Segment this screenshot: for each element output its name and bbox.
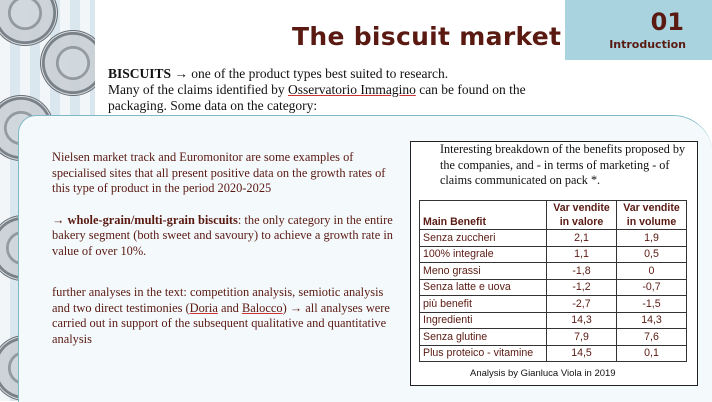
page-title: The biscuit market	[292, 22, 562, 51]
brand-doria: Doria	[189, 300, 218, 315]
analyses-text-end: ) → all analyses were carried out in support of the subsequent qualitative and quantitative analysis	[52, 300, 390, 346]
var-volume-cell: 0,1	[617, 345, 687, 362]
var-valore-cell: 2,1	[547, 230, 617, 247]
benefit-name-cell: Meno grassi	[420, 263, 547, 280]
table-intro: Interesting breakdown of the benefits proposed by the companies, and - in terms of marketing - of claims communicated on pack *.	[440, 142, 686, 187]
var-volume-cell: 1,9	[617, 230, 687, 247]
benefits-table	[419, 200, 687, 362]
analyses-text-and: and	[217, 300, 242, 315]
paragraph-sources: Nielsen market track and Euromonitor are some examples of specialised sites that all present positive data on the growth rates of this type of product in the period 2020-2025	[52, 150, 386, 195]
brand-balocco: Balocco	[241, 300, 283, 315]
left-column-text	[52, 150, 397, 363]
intro-line1: one of the product types best suited to research.	[191, 66, 449, 81]
wholegrain-keyword: whole-grain/multi-grain biscuits	[67, 212, 238, 227]
intro-line2-after: can be found on the packaging. Some data on the category:	[108, 82, 526, 113]
header-var-volume: Var vendite in volume	[617, 201, 687, 230]
var-valore-cell: 14,5	[547, 345, 617, 362]
benefit-name-cell: Senza latte e uova	[420, 279, 547, 296]
paragraph-analyses	[52, 285, 397, 347]
benefit-name-cell: Senza glutine	[420, 329, 547, 346]
observatory-name: Osservatorio Immagino	[287, 82, 416, 97]
benefit-name-cell: Ingredienti	[420, 312, 547, 329]
paragraph-wholegrain	[52, 213, 397, 260]
var-valore-cell: -1,2	[547, 279, 617, 296]
benefit-name-cell: più benefit	[420, 296, 547, 313]
table-row	[420, 230, 687, 247]
header-main-benefit: Main Benefit	[420, 201, 547, 230]
var-valore-cell: -1,8	[547, 263, 617, 280]
table-header-row	[420, 201, 687, 230]
biscuit-icon	[40, 30, 95, 96]
section-number: 01	[650, 8, 684, 36]
table-row	[420, 246, 687, 263]
table-row	[420, 263, 687, 280]
benefit-name-cell: Senza zuccheri	[420, 230, 547, 247]
intro-line2-before: Many of the claims identified by	[108, 82, 288, 97]
table-caption: Analysis by Gianluca Viola in 2019	[470, 368, 616, 379]
var-valore-cell: 14,3	[547, 312, 617, 329]
wholegrain-text: : the only category in the entire bakery segment (both sweet and savoury) to achieve a growth rate in value of over 10%.	[52, 212, 393, 258]
table-row	[420, 345, 687, 362]
arrow-icon: →	[52, 212, 65, 227]
var-volume-cell: 14,3	[617, 312, 687, 329]
table-row	[420, 329, 687, 346]
table-row	[420, 279, 687, 296]
benefit-name-cell: Plus proteico - vitamine	[420, 345, 547, 362]
var-valore-cell: -2,7	[547, 296, 617, 313]
var-valore-cell: 7,9	[547, 329, 617, 346]
table-row	[420, 296, 687, 313]
benefit-name-cell: 100% integrale	[420, 246, 547, 263]
var-volume-cell: 0,5	[617, 246, 687, 263]
intro-keyword: BISCUITS	[108, 66, 172, 81]
var-volume-cell: -1,5	[617, 296, 687, 313]
var-volume-cell: 0	[617, 263, 687, 280]
var-volume-cell: 7,6	[617, 329, 687, 346]
section-label: Introduction	[609, 38, 686, 51]
analyses-text-start: further analyses in the text: competition analysis, semiotic analysis and two direct testimonies (	[52, 285, 384, 315]
section-badge	[565, 0, 712, 60]
arrow-icon: →	[174, 66, 188, 81]
var-volume-cell: -0,7	[617, 279, 687, 296]
table-row	[420, 312, 687, 329]
var-valore-cell: 1,1	[547, 246, 617, 263]
header-var-valore: Var vendite in valore	[547, 201, 617, 230]
intro-text	[108, 66, 568, 114]
